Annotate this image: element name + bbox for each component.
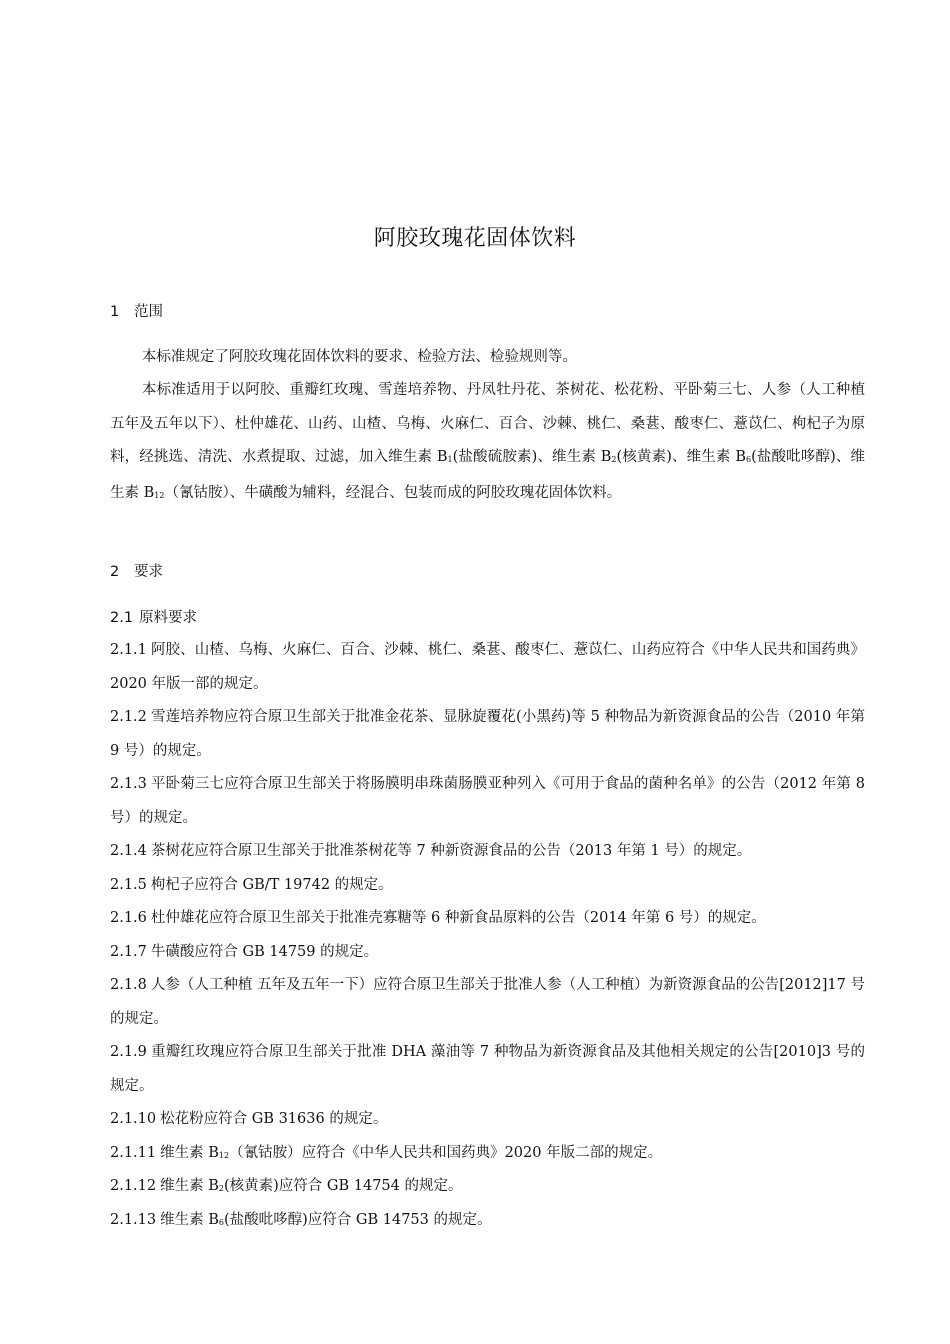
clause-2-1-11: 2.1.11 维生素 $B_{12}$（氰钴胺）应符合《中华人民共和国药典》2020 年版二部的规定。 [110, 1145, 663, 1161]
clause-2-1-6: 2.1.6 杜仲雄花应符合原卫生部关于批准壳寡糖等 6 种新食品原料的公告（2014 年第 6 号）的规定。 [110, 910, 766, 926]
section-heading-scope [110, 301, 163, 323]
clause-2-1-13: 2.1.13 维生素 $B_6$(盐酸吡哆醇)应符合 GB 14753 的规定。 [110, 1212, 492, 1228]
subsection-title: 原料要求 [139, 610, 198, 626]
scope-paragraph-2: 本标准适用于以阿胶、重瓣红玫瑰、雪莲培养物、丹凤牡丹花、茶树花、松花粉、平卧菊三七、人参（人工种植 五年及五年以下）、杜仲雄花、山药、山楂、乌梅、火麻仁、百合、沙棘、桃仁、桑葚、酸枣仁、薏苡仁、枸杞子为原料，经挑选、清洗、水煮提取、过滤，加入维生素 $B_1$(盐酸硫胺素)、维生素 $B_2$(核黄素)、维生素 $B_6$(盐酸吡哆醇)、维生素 $B_{12}$（氰钴胺）、牛磺酸为辅料，经混合、包装而成的阿胶玫瑰花固体饮料。 [110, 382, 866, 501]
subsection-heading-raw-materials [110, 607, 197, 629]
clause-2-1-7: 2.1.7 牛磺酸应符合 GB 14759 的规定。 [110, 944, 379, 960]
section-number: 2 [110, 564, 120, 580]
section-title: 范围 [134, 304, 163, 320]
scope-paragraph-1: 本标准规定了阿胶玫瑰花固体饮料的要求、检验方法、检验规则等。 [141, 349, 577, 365]
section-number: 1 [110, 304, 120, 320]
clause-2-1-4: 2.1.4 茶树花应符合原卫生部关于批准茶树花等 7 种新资源食品的公告（2013 年第 1 号）的规定。 [110, 843, 752, 859]
clause-2-1-3: 2.1.3 平卧菊三七应符合原卫生部关于将肠膜明串珠菌肠膜亚种列入《可用于食品的菌种名单》的公告（2012 年第 8 号）的规定。 [110, 776, 865, 826]
section-title: 要求 [134, 564, 163, 580]
clause-2-1-2: 2.1.2 雪莲培养物应符合原卫生部关于批准金花茶、显脉旋覆花(小黑药)等 5 种物品为新资源食品的公告（2010 年第 9 号）的规定。 [110, 709, 865, 759]
document-title: 阿胶玫瑰花固体饮料 [373, 226, 577, 251]
clause-2-1-5: 2.1.5 枸杞子应符合 GB/T 19742 的规定。 [110, 877, 393, 893]
clause-2-1-9: 2.1.9 重瓣红玫瑰应符合原卫生部关于批准 DHA 藻油等 7 种物品为新资源食品及其他相关规定的公告[2010]3 号的规定。 [110, 1044, 865, 1094]
clause-2-1-1: 2.1.1 阿胶、山楂、乌梅、火麻仁、百合、沙棘、桃仁、桑葚、酸枣仁、薏苡仁、山药应符合《中华人民共和国药典》2020 年版一部的规定。 [110, 642, 865, 692]
clause-2-1-10: 2.1.10 松花粉应符合 GB 31636 的规定。 [110, 1111, 388, 1127]
clause-2-1-8: 2.1.8 人参（人工种植 五年及五年一下）应符合原卫生部关于批准人参（人工种植）为新资源食品的公告[2012]17 号的规定。 [110, 977, 865, 1027]
subsection-number: 2.1 [110, 610, 134, 626]
clause-2-1-12: 2.1.12 维生素 $B_2$(核黄素)应符合 GB 14754 的规定。 [110, 1178, 463, 1194]
section-heading-requirements [110, 561, 163, 583]
